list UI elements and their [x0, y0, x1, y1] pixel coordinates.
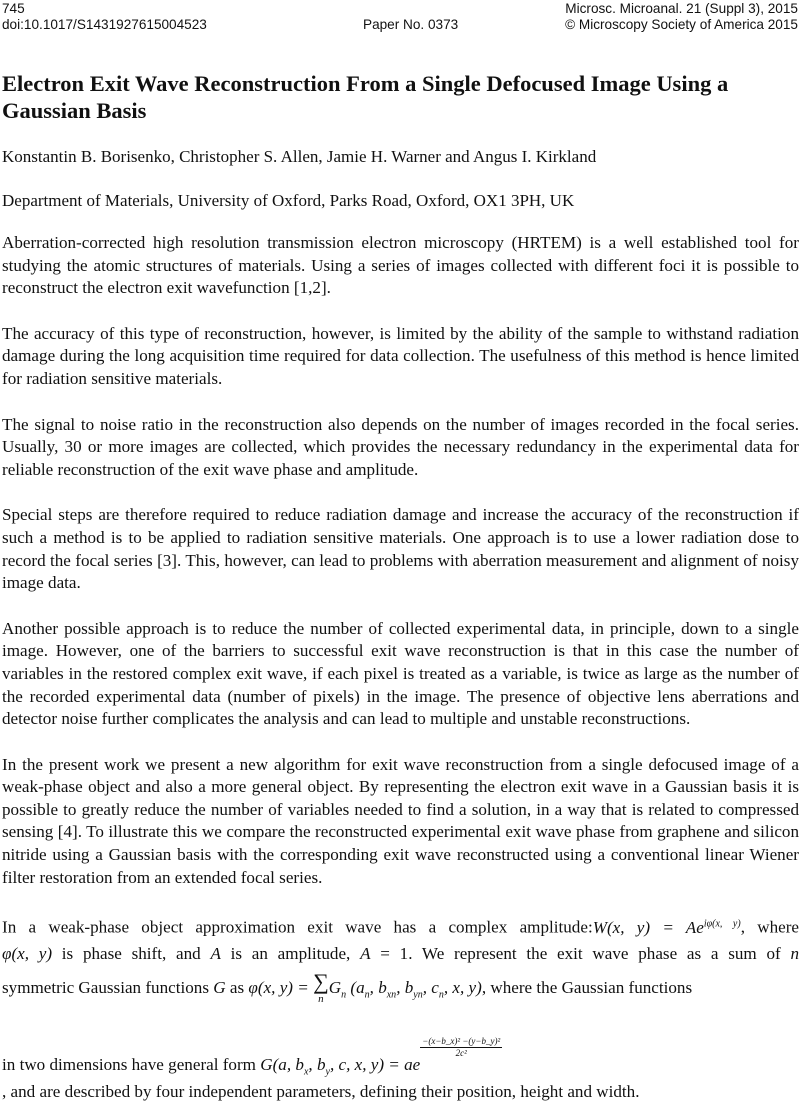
paragraph: The signal to noise ratio in the reconstruction also depends on the number of images recorded in the focal series. Usually, 30 or more images are collected, which provides the necessary redundancy in the experimental data for reliable reconstruction of the exit wave phase and amplitude. [2, 414, 799, 479]
paragraph: Another possible approach is to reduce the number of collected experimental data, in principle, down to a single image. However, one of the barriers to successful exit wave reconstruction is that in this case the number of variables in the restored complex exit wave, if each pixel is treated as a variable, is twice as large as the number of the recorded experimental data (number of pixels) in the image. The presence of objective lens aberrations and detector noise further complicates the analysis and can lead to multiple and unstable reconstructions. [2, 618, 799, 729]
doi-link[interactable]: doi:10.1017/S1431927615004523 [2, 17, 207, 32]
paragraph: Aberration-corrected high resolution transmission electron microscopy (HRTEM) is a well established tool for studying the atomic structures of materials. Using a series of images collected with different foci it is possible to reconstruct the electron exit wavefunction [1,2]. [2, 233, 799, 298]
page-number: 745 [2, 1, 25, 16]
paper-number: Paper No. 0373 [363, 17, 459, 32]
paragraph: The accuracy of this type of reconstruction, however, is limited by the ability of the sample to withstand radiation damage during the long acquisition time required for data collection. The usefulness of this method is hence limited for radiation sensitive materials. [2, 323, 799, 388]
copyright-notice: © Microscopy Society of America 2015 [565, 17, 798, 32]
author-list: Konstantin B. Borisenko, Christopher S. Allen, Jamie H. Warner and Angus I. Kirkland [2, 147, 597, 166]
gaussian-exponent: $\frac{\text{−(x−b\_x)² −(y−b\_y)²}}{\text{2c²}}$ [422, 1035, 501, 1058]
paragraph: Special steps are therefore required to reduce radiation damage and increase the accuracy of the reconstruction if such a method is to be applied to radiation sensitive materials. One approach is to use a lower radiation dose to record the focal series [3]. This, however, can lead to problems with aberration measurement and alignment of noisy image data. [2, 505, 799, 593]
paper-title: Electron Exit Wave Reconstruction From a Single Defocused Image Using a Gaussian Basis [2, 71, 729, 123]
equation-paragraph: In a weak-phase object approximation exit wave has a complex amplitude:W(x, $y) = Ae^{i\varphi(x, y)}$, where φ(x, y) is phase shift, and A is an amplitude, A = 1. We represent the exit wave phase as a sum of n symmetric Gaussian functions G as φ(x, y) = ∑ n $G_n$ ($a_n$, $b_{xn}$, $b_{yn}$, $c_n$, x, y), where the Gaussian functions in two dimensions have general form G(a, $b_x$, $b_y$, c, x, y) = ae $\frac{\text{−(x−b\_x)² −(y−b\_y)²}}{\text{2c²}}$ , and are described by four independent parameters, defining their position, height and width. [2, 917, 800, 1102]
abstract-body [2, 232, 799, 912]
exit-wave-equation: W(x, $y) = Ae^{i\varphi(x, y)}$ [592, 917, 741, 937]
journal-citation: Microsc. Microanal. 21 (Suppl 3), 2015 [565, 1, 798, 16]
summation-icon: ∑ n [313, 968, 329, 1005]
phase-symbol: φ(x, y) [2, 943, 53, 963]
paragraph: In the present work we present a new algorithm for exit wave reconstruction from a single defocused image of a weak-phase object and also a more general object. By representing the electron exit wave in a Gaussian basis it is possible to greatly reduce the number of variables needed to find a solution, in a way that is related to compressed sensing [4]. To illustrate this we compare the reconstructed experimental exit wave phase from graphene and silicon nitride using a Gaussian basis with the corresponding exit wave reconstructed using a conventional linear Wiener filter restoration from an extended focal series. [2, 754, 799, 887]
affiliation: Department of Materials, University of Oxford, Parks Road, Oxford, OX1 3PH, UK [2, 191, 575, 210]
running-header [2, 1, 798, 33]
phase-sum-equation: φ(x, y) = ∑ n $G_n$ ($a_n$, $b_{xn}$, $b_{yn}$, $c_n$, x, y) [248, 968, 482, 1005]
gaussian-equation: G(a, $b_x$, $b_y$, c, x, y) = ae $\frac{\text{−(x−b\_x)² −(y−b\_y)²}}{\text{2c²}}$ [260, 1035, 501, 1078]
